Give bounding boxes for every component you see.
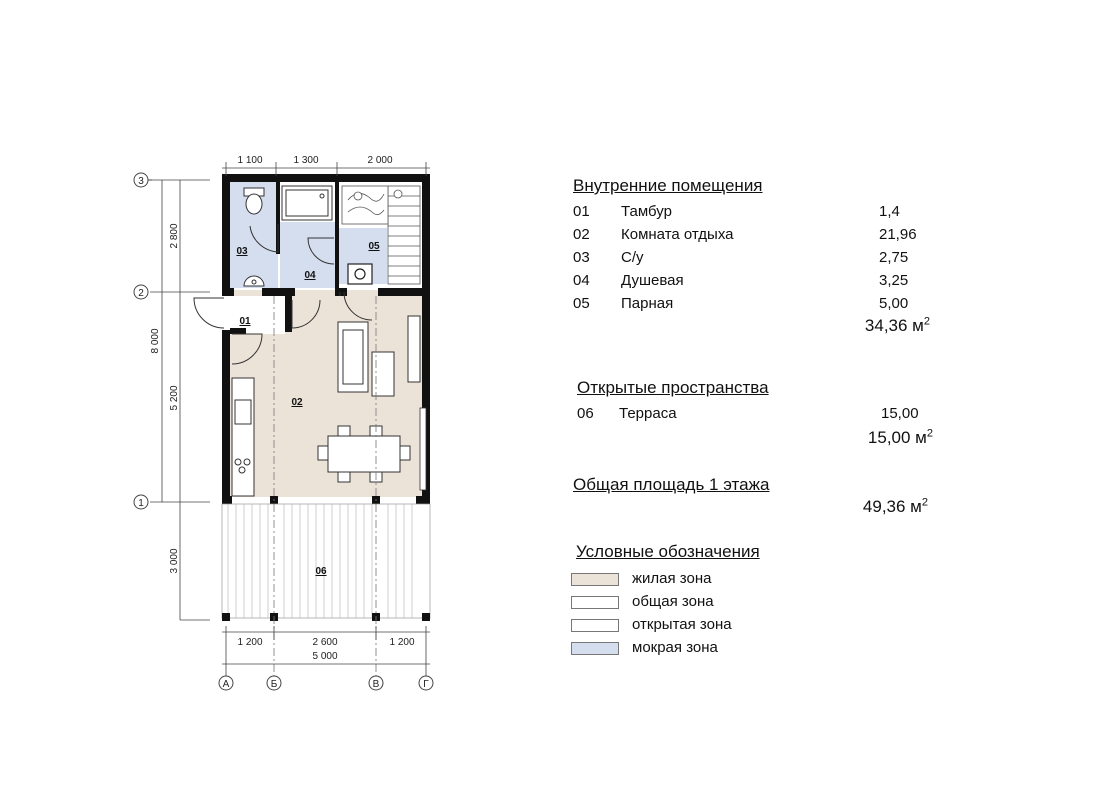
dim-top-1: 1 100 xyxy=(237,155,263,166)
dim-bottom-1: 1 200 xyxy=(237,637,263,648)
axis-row-3: 3 xyxy=(138,176,144,187)
dim-bottom-3: 1 200 xyxy=(389,637,415,648)
room-area: 2,75 xyxy=(879,249,909,266)
dim-left-3: 5 200 xyxy=(169,385,180,411)
room-area: 21,96 xyxy=(879,226,917,243)
room-name: Душевая xyxy=(621,272,684,289)
interior-total-value: 34,36 м xyxy=(864,316,924,335)
axis-col-a: А xyxy=(222,679,230,690)
window-right xyxy=(420,408,426,490)
coffee-table xyxy=(372,352,394,396)
dim-top-3: 2 000 xyxy=(367,155,393,166)
axis-row-2: 2 xyxy=(138,288,144,299)
overall-total-value: 49,36 м xyxy=(862,497,922,516)
room-name: Парная xyxy=(621,295,674,312)
room-number: 03 xyxy=(573,249,590,266)
room-label-03: 03 xyxy=(236,246,248,257)
overall-total-unit-sup: 2 xyxy=(921,496,928,509)
room-number: 02 xyxy=(573,226,590,243)
room-name: С/у xyxy=(621,249,644,266)
room-label-01: 01 xyxy=(239,316,251,327)
dim-bottom-2: 2 600 xyxy=(312,637,338,648)
open-title: Открытые пространства xyxy=(577,378,769,397)
terrace-deck xyxy=(222,504,430,618)
axis-col-v: В xyxy=(372,679,380,690)
room-area: 1,4 xyxy=(879,203,900,220)
dim-bottom-total: 5 000 xyxy=(312,651,338,662)
room-label-06: 06 xyxy=(315,566,327,577)
room-name: Тамбур xyxy=(621,203,672,220)
dim-top-2: 1 300 xyxy=(293,155,319,166)
room-label-04: 04 xyxy=(304,270,316,281)
sauna-stove xyxy=(348,264,372,284)
room-name: Терраса xyxy=(619,405,677,422)
legend-label: жилая зона xyxy=(632,570,712,587)
kitchen-counter xyxy=(232,378,254,496)
room-label-02: 02 xyxy=(291,397,303,408)
open-total-value: 15,00 м xyxy=(867,428,927,447)
axis-col-b: Б xyxy=(270,679,278,690)
tv-stand xyxy=(408,316,420,382)
legend-label: мокрая зона xyxy=(632,639,718,656)
legend-label: открытая зона xyxy=(632,616,732,633)
room-name: Комната отдыха xyxy=(621,226,734,243)
dim-left-1: 2 800 xyxy=(169,223,180,249)
overall-title: Общая площадь 1 этажа xyxy=(573,475,770,494)
room-area: 5,00 xyxy=(879,295,909,312)
dim-left-4: 3 000 xyxy=(169,548,180,574)
dim-left-2: 8 000 xyxy=(150,328,161,354)
open-total-unit-sup: 2 xyxy=(926,427,933,440)
interior-total-unit-sup: 2 xyxy=(923,315,930,328)
room-number: 01 xyxy=(573,203,590,220)
room-area: 3,25 xyxy=(879,272,909,289)
room-number: 04 xyxy=(573,272,590,289)
axis-col-g: Г xyxy=(423,679,429,690)
interior-title: Внутренние помещения xyxy=(573,176,763,195)
room-number: 06 xyxy=(577,405,594,422)
room-area: 15,00 xyxy=(881,405,919,422)
room-number: 05 xyxy=(573,295,590,312)
room-label-05: 05 xyxy=(368,241,380,252)
axis-row-1: 1 xyxy=(138,498,144,509)
legend-title: Условные обозначения xyxy=(576,542,760,561)
legend-label: общая зона xyxy=(632,593,714,610)
sofa xyxy=(338,322,368,392)
shower-tray xyxy=(282,186,332,220)
